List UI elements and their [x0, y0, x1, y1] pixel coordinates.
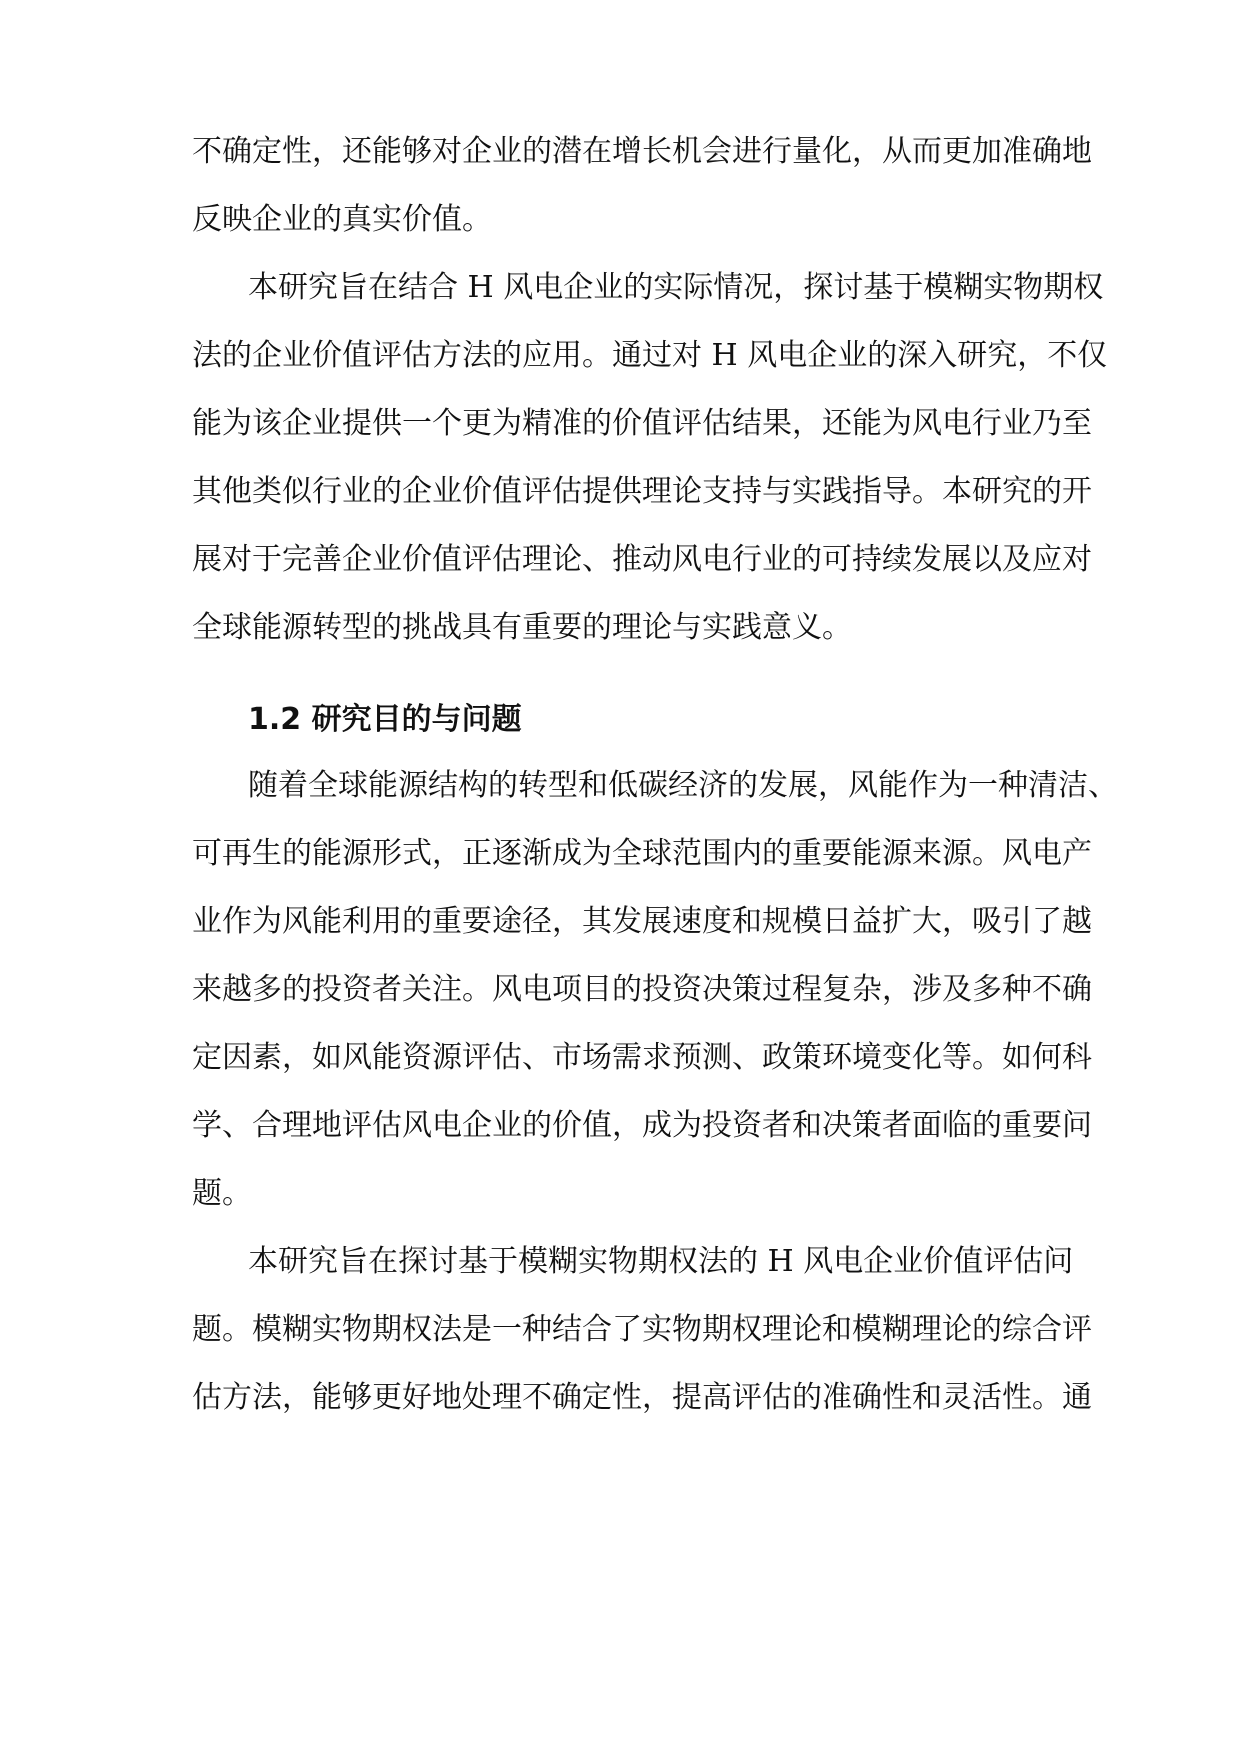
- paragraph-2-line-5: 展对于完善企业价值评估理论、推动风电行业的可持续发展以及应对: [192, 542, 1092, 577]
- section-heading: 1.2 研究目的与问题: [248, 702, 522, 737]
- paragraph-3-line-4: 来越多的投资者关注。风电项目的投资决策过程复杂，涉及多种不确: [192, 972, 1092, 1007]
- paragraph-3-line-3: 业作为风能利用的重要途径，其发展速度和规模日益扩大，吸引了越: [192, 904, 1092, 939]
- paragraph-3-line-1: 随着全球能源结构的转型和低碳经济的发展，风能作为一种清洁、: [248, 768, 1118, 803]
- paragraph-2-line-2: 法的企业价值评估方法的应用。通过对 H 风电企业的深入研究，不仅: [192, 338, 1108, 373]
- paragraph-2-line-6: 全球能源转型的挑战具有重要的理论与实践意义。: [192, 610, 852, 645]
- paragraph-2-line-1: 本研究旨在结合 H 风电企业的实际情况，探讨基于模糊实物期权: [248, 270, 1104, 305]
- paragraph-3-line-7: 题。: [192, 1176, 252, 1211]
- paragraph-4-line-2: 题。模糊实物期权法是一种结合了实物期权理论和模糊理论的综合评: [192, 1312, 1092, 1347]
- paragraph-3-line-2: 可再生的能源形式，正逐渐成为全球范围内的重要能源来源。风电产: [192, 836, 1092, 871]
- paragraph-4-line-3: 估方法，能够更好地处理不确定性，提高评估的准确性和灵活性。通: [192, 1380, 1092, 1415]
- paragraph-3-line-5: 定因素，如风能资源评估、市场需求预测、政策环境变化等。如何科: [192, 1040, 1092, 1075]
- paragraph-3-line-6: 学、合理地评估风电企业的价值，成为投资者和决策者面临的重要问: [192, 1108, 1092, 1143]
- paragraph-1-line-2: 反映企业的真实价值。: [192, 202, 492, 237]
- paragraph-2-line-4: 其他类似行业的企业价值评估提供理论支持与实践指导。本研究的开: [192, 474, 1092, 509]
- paragraph-1-line-1: 不确定性，还能够对企业的潜在增长机会进行量化，从而更加准确地: [192, 134, 1092, 169]
- paragraph-2-line-3: 能为该企业提供一个更为精准的价值评估结果，还能为风电行业乃至: [192, 406, 1092, 441]
- paragraph-4-line-1: 本研究旨在探讨基于模糊实物期权法的 H 风电企业价值评估问: [248, 1244, 1074, 1279]
